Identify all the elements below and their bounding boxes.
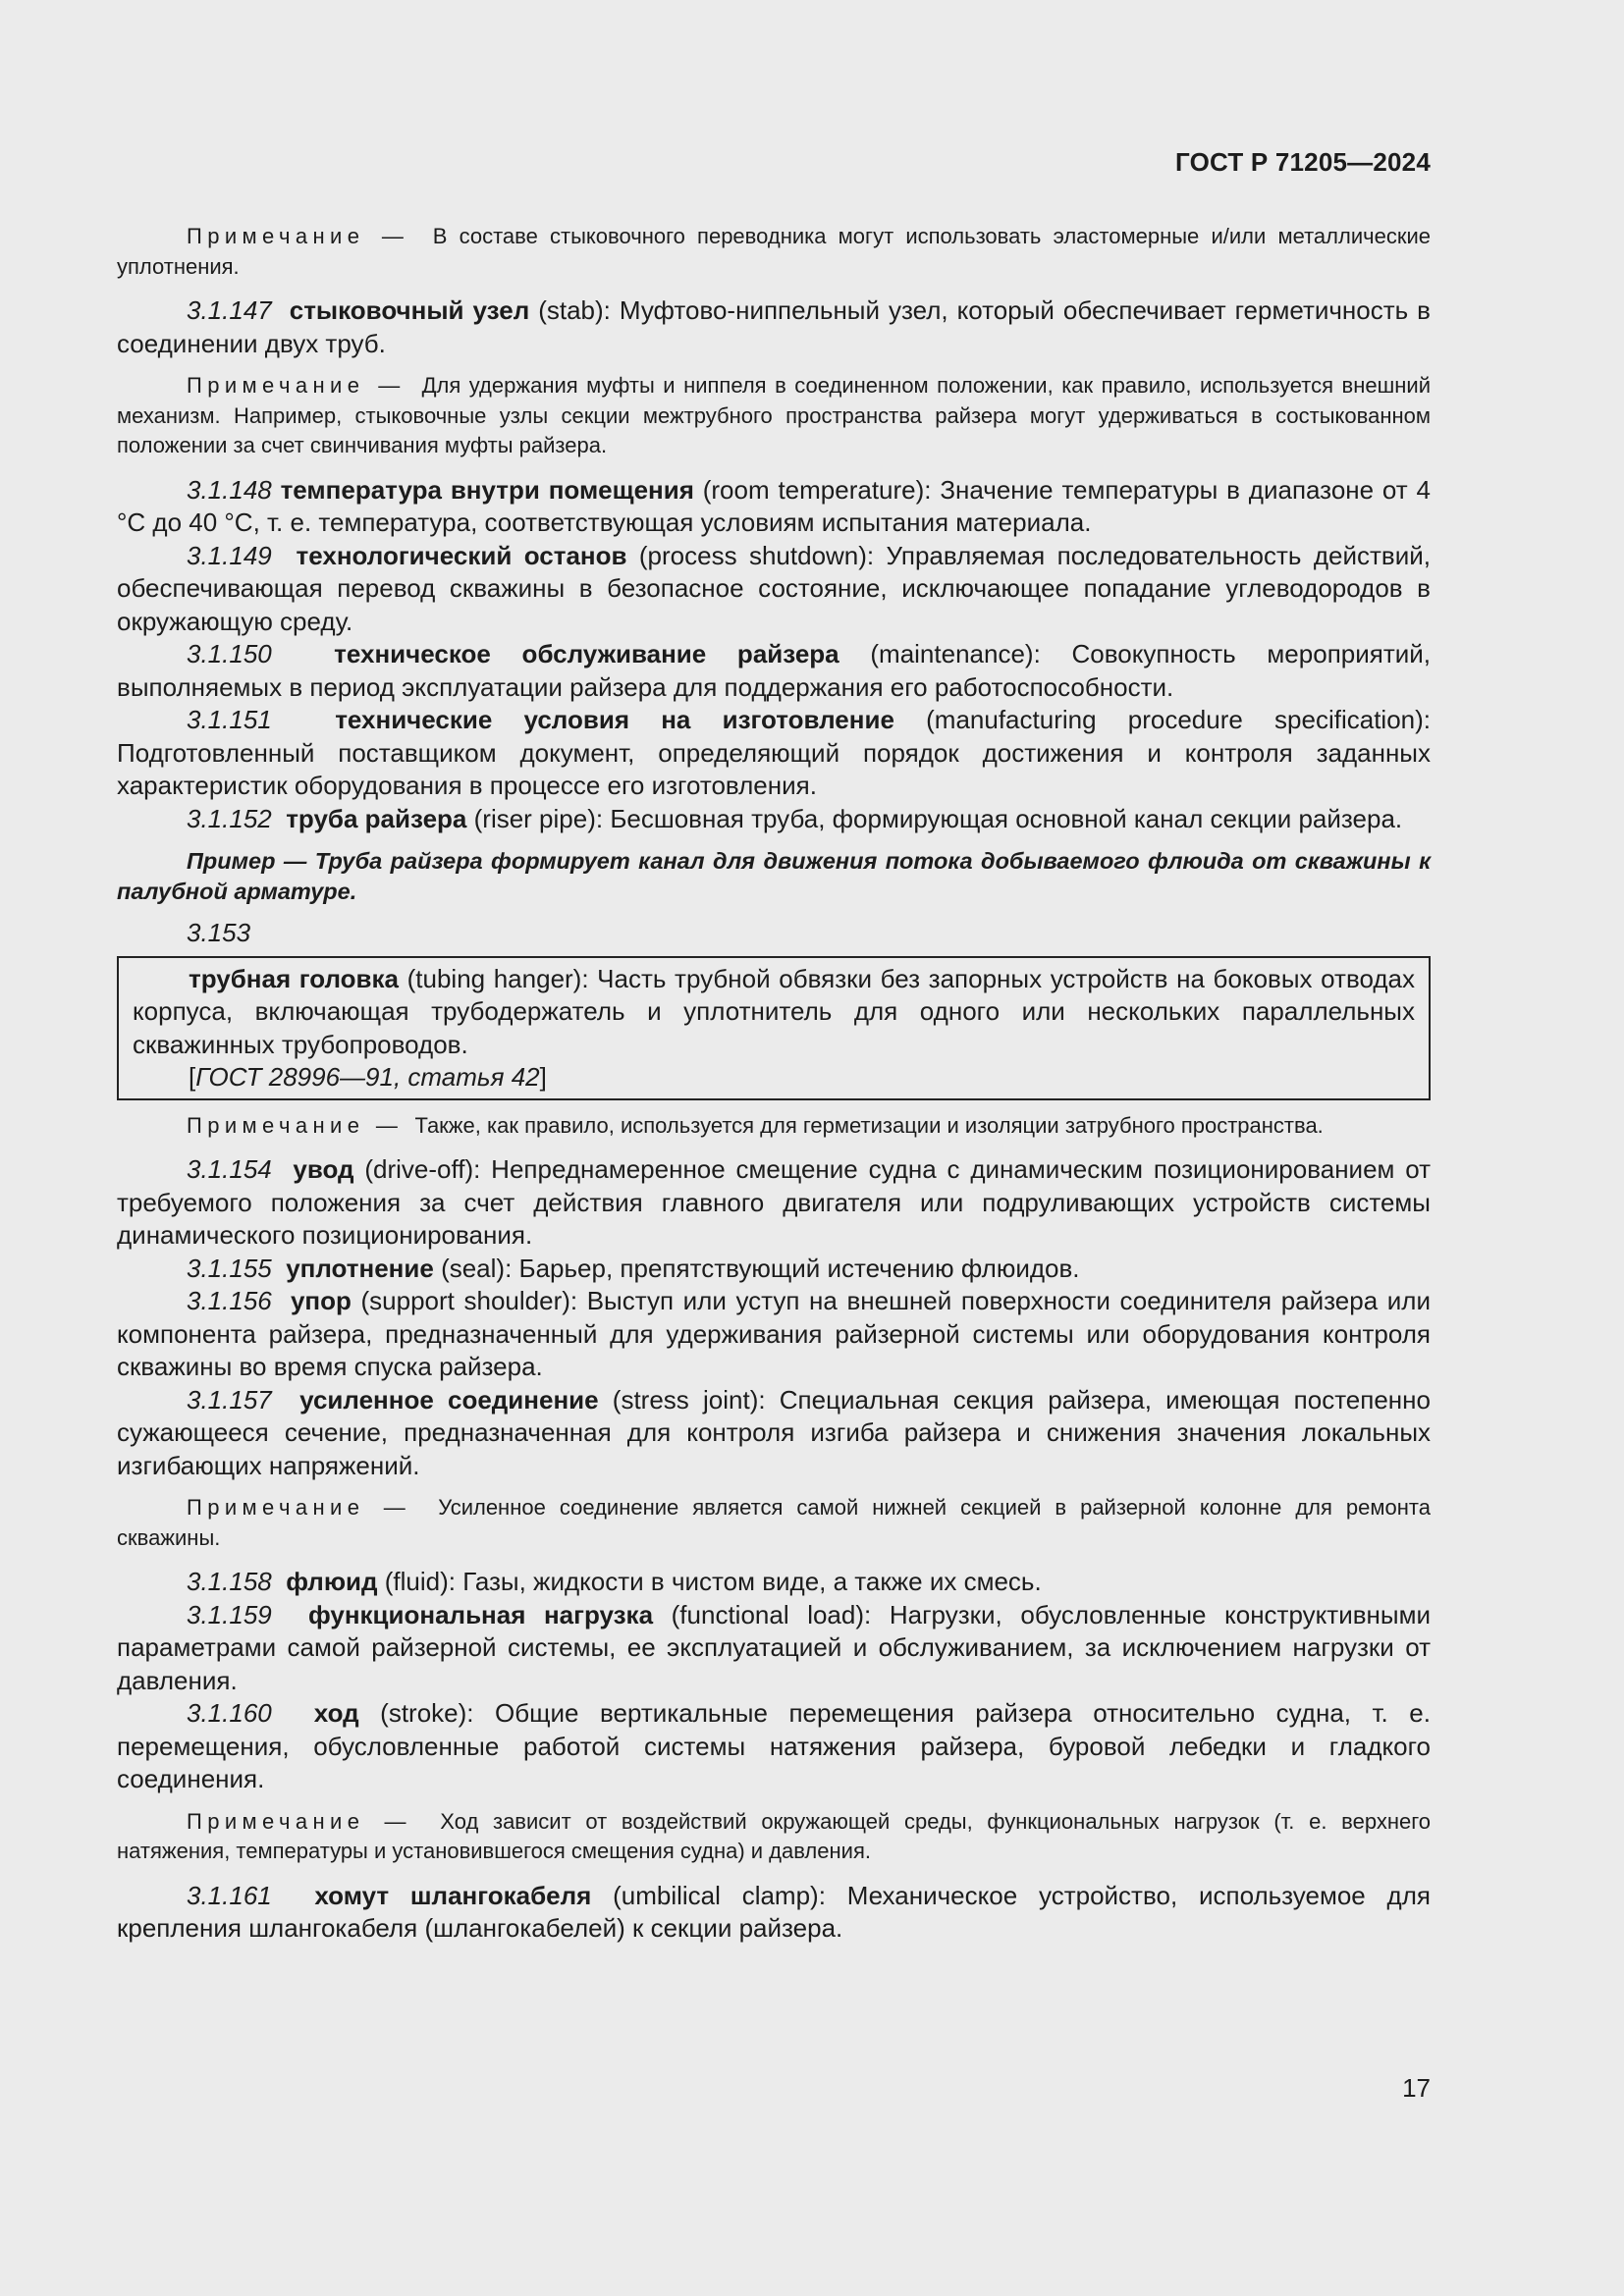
document-body xyxy=(117,222,1431,1946)
note-paragraph xyxy=(117,222,1431,282)
term-definition: (room temperature): Значение температуры в диапазоне от 4 °С до 40 °С, т. е. температура, соответствующая условиям испытания материала. xyxy=(117,474,1431,537)
term-3-1-150 xyxy=(117,638,1431,704)
standard-header: ГОСТ Р 71205—2024 xyxy=(1175,147,1431,177)
term-number: 3.1.151 xyxy=(187,705,272,734)
term-3-1-148 xyxy=(117,474,1431,540)
term-number: 3.1.149 xyxy=(187,540,272,570)
term-definition: (stress joint): Специальная секция райзера, имеющая постепенно сужающееся сечение, предназначенная для контроля изгиба райзера и снижения значения локальных изгибающих напряжений. xyxy=(117,1384,1431,1480)
term-3-1-160 xyxy=(117,1697,1431,1796)
term-3-1-156 xyxy=(117,1285,1431,1384)
term-number: 3.1.160 xyxy=(187,1698,272,1728)
term-number: 3.1.157 xyxy=(187,1384,272,1415)
quoted-term-box xyxy=(117,956,1431,1100)
term-number: 3.1.161 xyxy=(187,1880,272,1910)
note-text: Также, как правило, используется для герметизации и изоляции затрубного пространства. xyxy=(414,1112,1324,1138)
note-paragraph xyxy=(117,1493,1431,1553)
term-number: 3.1.152 xyxy=(187,803,272,833)
page-number: 17 xyxy=(1402,2073,1431,2103)
term-name: упор xyxy=(290,1286,352,1315)
term-name: флюид xyxy=(286,1567,378,1596)
term-number: 3.1.159 xyxy=(187,1599,272,1629)
note-label: Примечание — xyxy=(187,1808,411,1834)
term-definition: (support shoulder): Выступ или уступ на внешней поверхности соединителя райзера или компонента райзера, предназначенный для удерживания райзерной системы или оборудования контроля скважины во время спуска райзера. xyxy=(117,1286,1431,1381)
note-paragraph xyxy=(117,1807,1431,1867)
term-3-1-157 xyxy=(117,1384,1431,1483)
term-definition: (stab): Муфтово-ниппельный узел, который обеспечивает герметичность в соединении двух труб. xyxy=(117,295,1431,358)
note-text: Усиленное соединение является самой нижней секцией в райзерной колонне для ремонта скважины. xyxy=(117,1495,1431,1550)
term-name: стыковочный узел xyxy=(289,295,530,325)
term-definition: (seal): Барьер, препятствующий истечению флюидов. xyxy=(441,1253,1080,1283)
term-definition: (tubing hanger): Часть трубной обвязки без запорных устройств на боковых отводах корпуса, включающая трубодержатель и уплотнитель для одного или нескольких параллельных скважинных трубопроводов. xyxy=(133,963,1415,1059)
term-number: 3.1.150 xyxy=(187,639,272,668)
term-name: хомут шлангокабеля xyxy=(314,1880,592,1910)
term-name: технологический останов xyxy=(296,540,627,570)
example-paragraph: Пример — Труба райзера формирует канал для движения потока добываемого флюида от скважины к палубной арматуре. xyxy=(117,848,1431,904)
term-name: температура внутри помещения xyxy=(280,474,694,505)
term-number: 3.1.155 xyxy=(187,1253,272,1283)
note-text: Для удержания муфты и ниппеля в соединенном положении, как правило, используется внешний механизм. Например, стыковочные узлы секции межтрубного пространства райзера могут удерживаться в состыкованном положении за счет свинчивания муфты райзера. xyxy=(117,373,1431,457)
term-name: трубная головка xyxy=(189,963,399,993)
term-name: ход xyxy=(313,1698,359,1728)
term-definition: (umbilical clamp): Механическое устройство, используемое для крепления шлангокабеля (шлангокабелей) к секции райзера. xyxy=(117,1880,1431,1943)
note-text: В составе стыковочного переводника могут использовать эластомерные и/или металлические уплотнения. xyxy=(117,224,1431,279)
term-3-1-154 xyxy=(117,1153,1431,1253)
term-definition: (riser pipe): Бесшовная труба, формирующая основной канал секции райзера. xyxy=(473,803,1403,833)
term-name: функциональная нагрузка xyxy=(307,1599,654,1629)
note-label: Примечание — xyxy=(187,373,406,398)
term-3-1-149 xyxy=(117,540,1431,639)
source-reference: [ГОСТ 28996—91, статья 42] xyxy=(189,1062,547,1092)
term-name: увод xyxy=(293,1154,354,1184)
note-paragraph xyxy=(117,371,1431,461)
term-definition: (fluid): Газы, жидкости в чистом виде, а также их смесь. xyxy=(384,1567,1042,1596)
term-3-153 xyxy=(133,963,1415,1062)
term-definition: (manufacturing procedure specification): Подготовленный поставщиком документ, определяющий порядок достижения и контроля заданных характеристик оборудования в процессе его изготовления. xyxy=(117,705,1432,800)
term-name: техническое обслуживание райзера xyxy=(334,639,839,668)
term-name: усиленное соединение xyxy=(299,1384,599,1415)
term-number-3-153: 3.153 xyxy=(187,918,251,947)
term-definition: (stroke): Общие вертикальные перемещения райзера относительно судна, т. е. перемещения, обусловленные работой системы натяжения райзера, буровой лебедки и гладкого соединения. xyxy=(117,1698,1431,1793)
term-number: 3.1.148 xyxy=(187,474,272,505)
term-number: 3.1.156 xyxy=(187,1286,272,1315)
term-definition: (process shutdown): Управляемая последовательность действий, обеспечивающая перевод скважины в безопасное состояние, исключающее попадание углеводородов в окружающую среду. xyxy=(117,540,1431,636)
term-3-1-155 xyxy=(117,1253,1431,1286)
term-definition: (drive-off): Непреднамеренное смещение судна с динамическим позиционированием от требуемого положения за счет действия главного двигателя или подруливающих устройств системы динамического позиционирования. xyxy=(117,1154,1432,1250)
term-definition: (maintenance): Совокупность мероприятий, выполняемых в период эксплуатации райзера для поддержания его работоспособности. xyxy=(117,639,1432,702)
term-3-1-151 xyxy=(117,704,1431,803)
term-name: технические условия на изготовление xyxy=(335,705,894,734)
term-name: труба райзера xyxy=(286,803,467,833)
note-text: Ход зависит от воздействий окружающей среды, функциональных нагрузок (т. е. верхнего натяжения, температуры и установившегося смещения судна) и давления. xyxy=(117,1808,1431,1863)
note-label: Примечание — xyxy=(187,224,409,248)
term-number: 3.1.158 xyxy=(187,1567,272,1596)
term-number: 3.1.154 xyxy=(187,1154,272,1184)
note-label: Примечание — xyxy=(187,1495,411,1520)
term-definition: (functional load): Нагрузки, обусловленные конструктивными параметрами самой райзерной системы, ее эксплуатацией и обслуживанием, за исключением нагрузки от давления. xyxy=(117,1599,1431,1695)
term-3-1-158 xyxy=(117,1566,1431,1599)
term-3-1-159 xyxy=(117,1599,1431,1698)
note-paragraph xyxy=(117,1111,1431,1142)
term-3-1-147 xyxy=(117,294,1431,360)
term-name: уплотнение xyxy=(286,1253,434,1283)
term-3-1-152 xyxy=(117,803,1431,836)
source-reference-text: ГОСТ 28996—91, статья 42 xyxy=(195,1062,540,1092)
note-label: Примечание — xyxy=(187,1112,404,1138)
term-3-1-161 xyxy=(117,1880,1431,1946)
term-number: 3.1.147 xyxy=(187,295,272,325)
